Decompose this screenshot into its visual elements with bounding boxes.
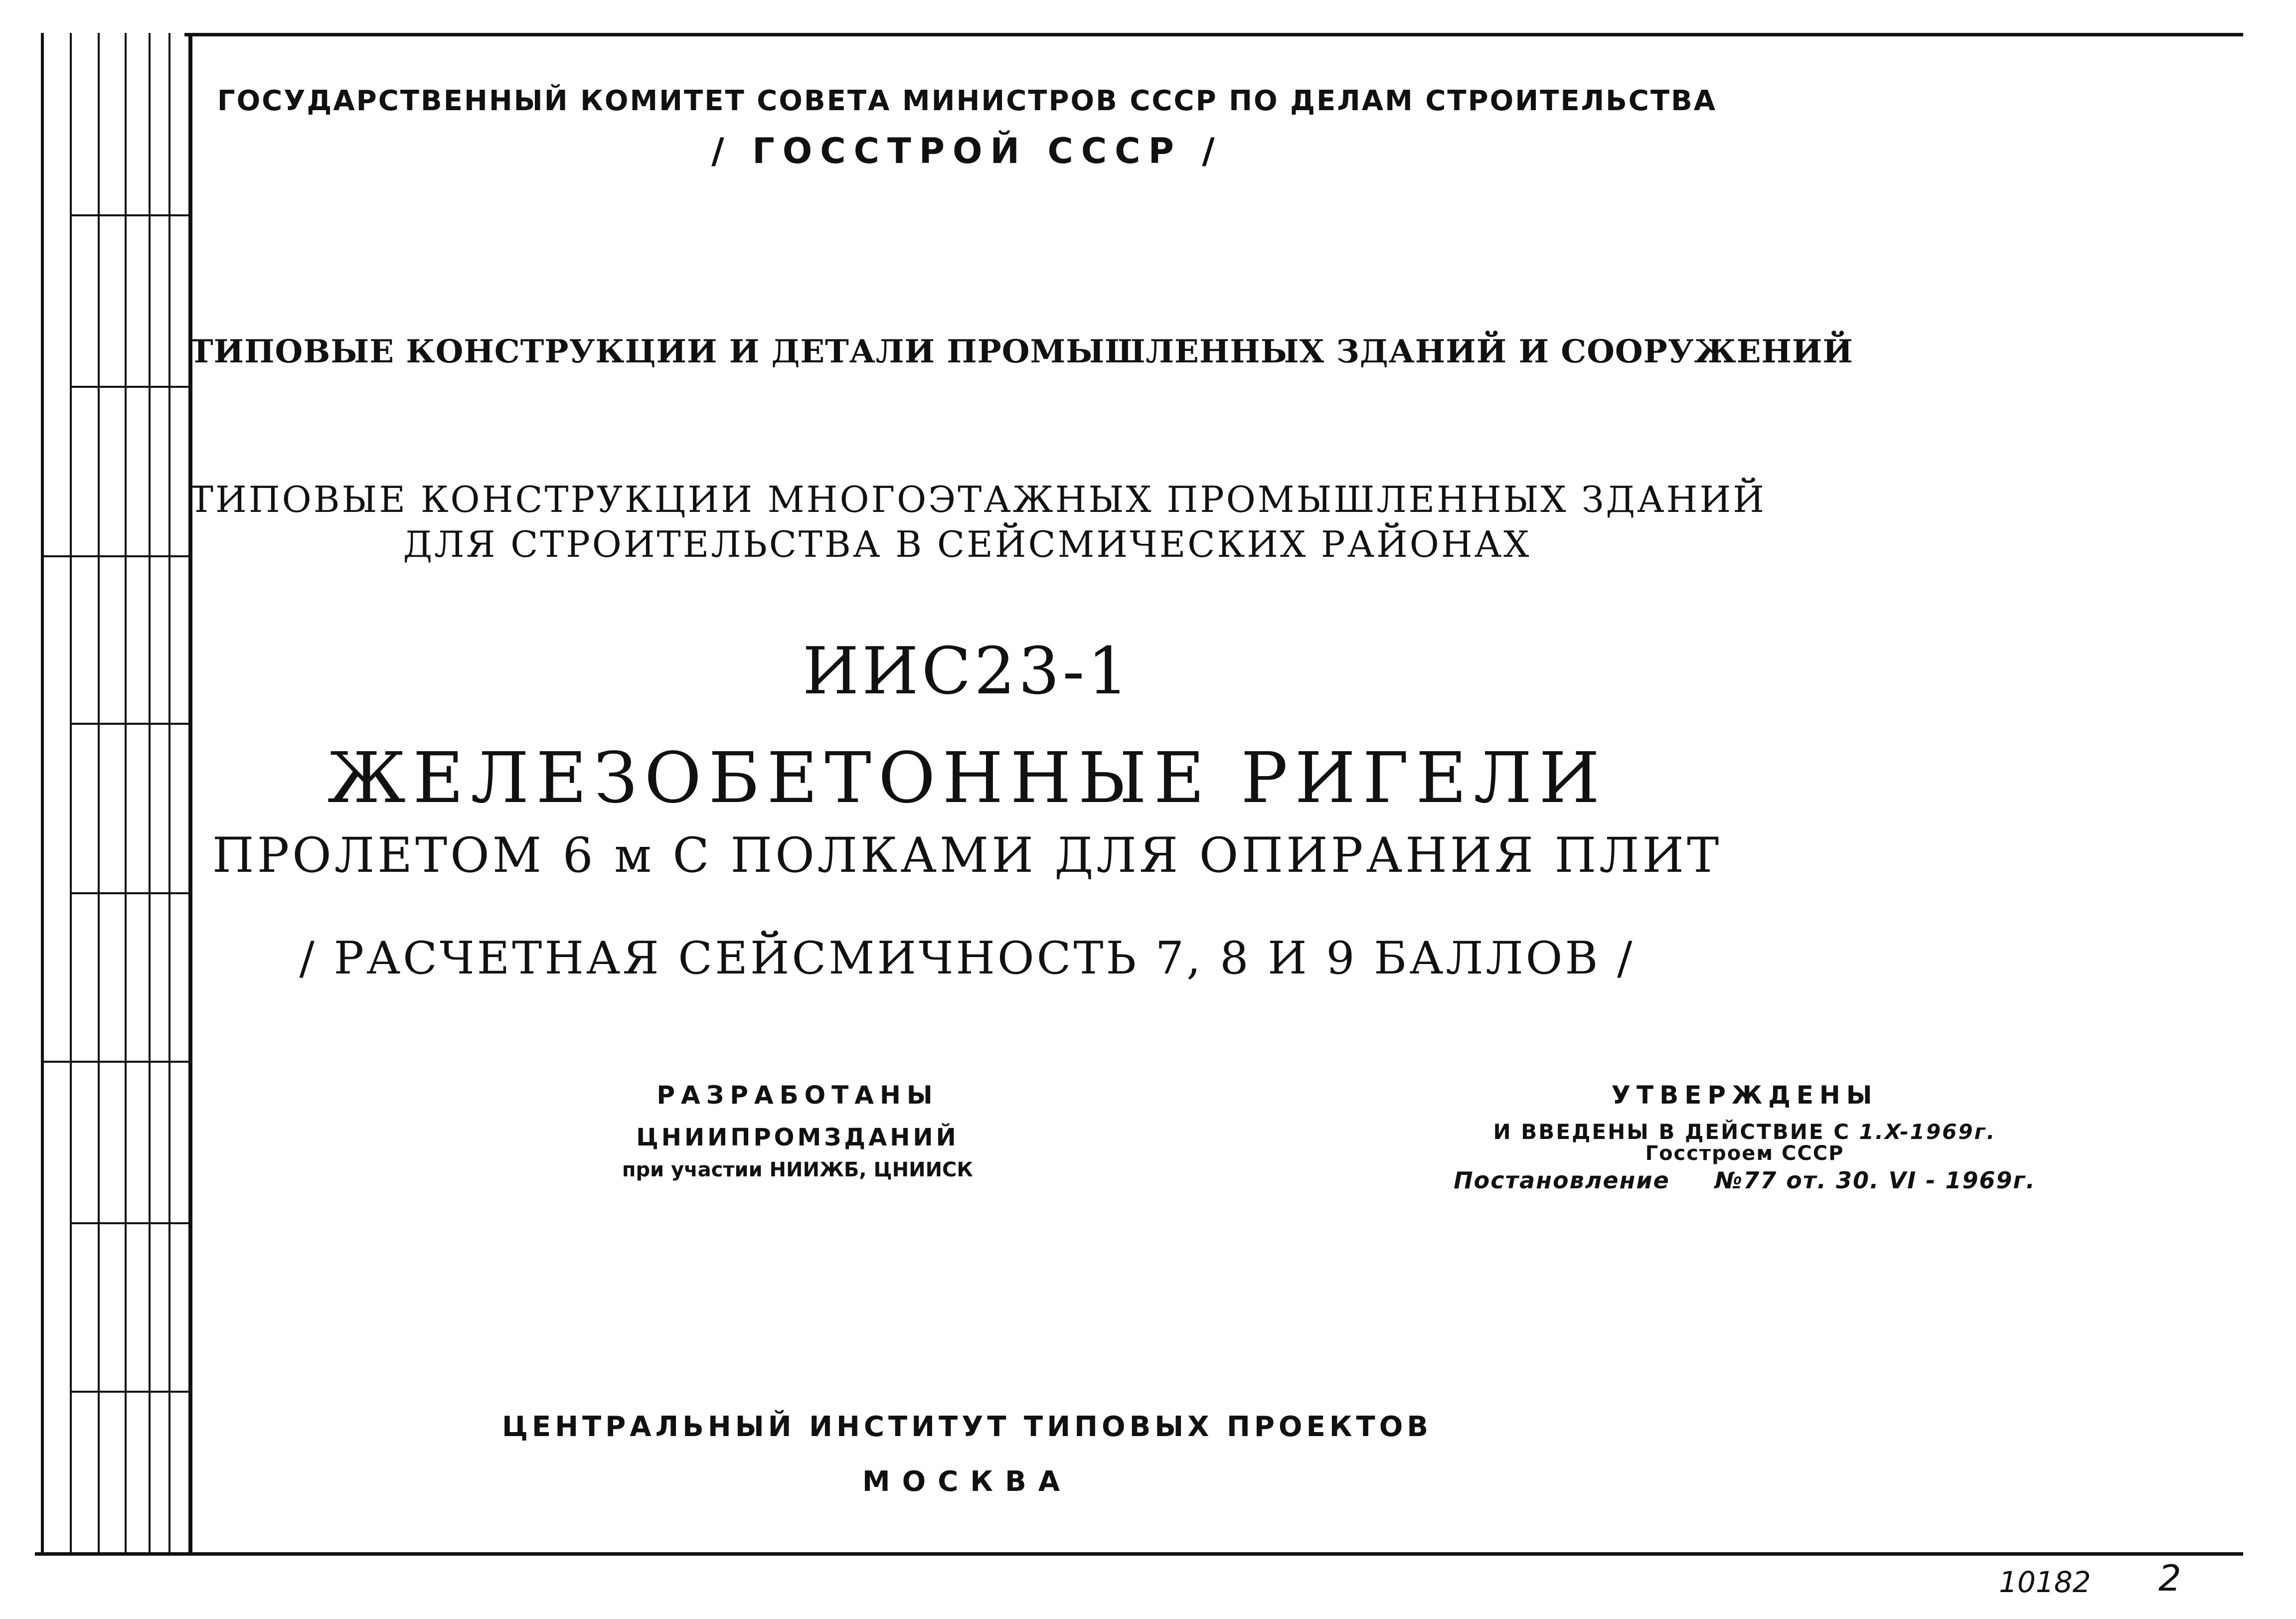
gosstroy-title: / ГОССТРОЙ СССР / (711, 131, 1223, 171)
stamp-strip-row-line (70, 1222, 190, 1224)
approved-heading: УТВЕРЖДЕНЫ (1611, 1081, 1878, 1110)
ministry-title: ГОСУДАРСТВЕННЫЙ КОМИТЕТ СОВЕТА МИНИСТРОВ СССР ПО ДЕЛАМ СТРОИТЕЛЬСТВА (217, 85, 1717, 117)
developed-heading: РАЗРАБОТАНЫ (656, 1081, 939, 1110)
series-code: ИИС23-1 (802, 633, 1132, 709)
stamp-strip-column-line (98, 33, 100, 1553)
frame-top-border (184, 33, 2243, 36)
stamp-strip-row-line (41, 1061, 190, 1063)
developer-participation: при участии НИИЖБ, ЦНИИСК (622, 1158, 974, 1181)
frame-left-border (41, 33, 44, 1553)
stamp-strip-row-line (70, 1391, 190, 1393)
subject-line-1: ТИПОВЫЕ КОНСТРУКЦИИ МНОГОЭТАЖНЫХ ПРОМЫШЛЕННЫХ ЗДАНИЙ (189, 479, 1766, 520)
approved-enacted (1446, 1120, 2044, 1144)
stamp-strip-row-line (70, 214, 190, 216)
stamp-strip-row-line (70, 386, 190, 388)
approved-decree (1446, 1167, 2044, 1194)
frame-bottom-border (35, 1552, 2243, 1556)
publisher-city: МОСКВА (862, 1465, 1072, 1498)
developer-org: ЦНИИПРОМЗДАНИЙ (636, 1124, 959, 1151)
decree-reference: №77 от. 30. VI - 1969г. (1714, 1167, 2036, 1194)
series-title: ТИПОВЫЕ КОНСТРУКЦИИ И ДЕТАЛИ ПРОМЫШЛЕННЫХ ЗДАНИЙ И СООРУЖЕНИЙ (189, 333, 1853, 370)
stamp-strip-row-line (70, 892, 190, 894)
stamp-strip-row-line (70, 723, 190, 725)
stamp-strip-column-line (70, 33, 72, 1553)
stamp-strip-column-line (168, 33, 170, 1553)
stamp-strip-column-line (149, 33, 151, 1553)
subject-line-2: ДЛЯ СТРОИТЕЛЬСТВА В СЕЙСМИЧЕСКИХ РАЙОНАХ (403, 523, 1531, 565)
developed-block (573, 1081, 1022, 1181)
document-subtitle: ПРОЛЕТОМ 6 м С ПОЛКАМИ ДЛЯ ОПИРАНИЯ ПЛИТ (212, 827, 1722, 883)
approved-enacted-date: 1.X-1969г. (1859, 1120, 1996, 1144)
stamp-strip-column-line (125, 33, 127, 1553)
approved-block (1446, 1081, 2044, 1194)
seismic-rating: / РАСЧЕТНАЯ СЕЙСМИЧНОСТЬ 7, 8 И 9 БАЛЛОВ / (299, 932, 1635, 984)
document-title: ЖЕЛЕЗОБЕТОННЫЕ РИГЕЛИ (327, 738, 1607, 819)
page-number: 2 (2158, 1557, 2181, 1599)
decree-label: Постановление (1454, 1167, 1670, 1194)
document-number: 10182 (1999, 1565, 2091, 1599)
stamp-strip-row-line (41, 555, 190, 557)
approved-enacted-prefix: И ВВЕДЕНЫ В ДЕЙСТВИЕ С (1493, 1120, 1851, 1144)
publisher-institute: ЦЕНТРАЛЬНЫЙ ИНСТИТУТ ТИПОВЫХ ПРОЕКТОВ (501, 1411, 1433, 1443)
approved-authority: Госстроем СССР (1645, 1142, 1844, 1165)
